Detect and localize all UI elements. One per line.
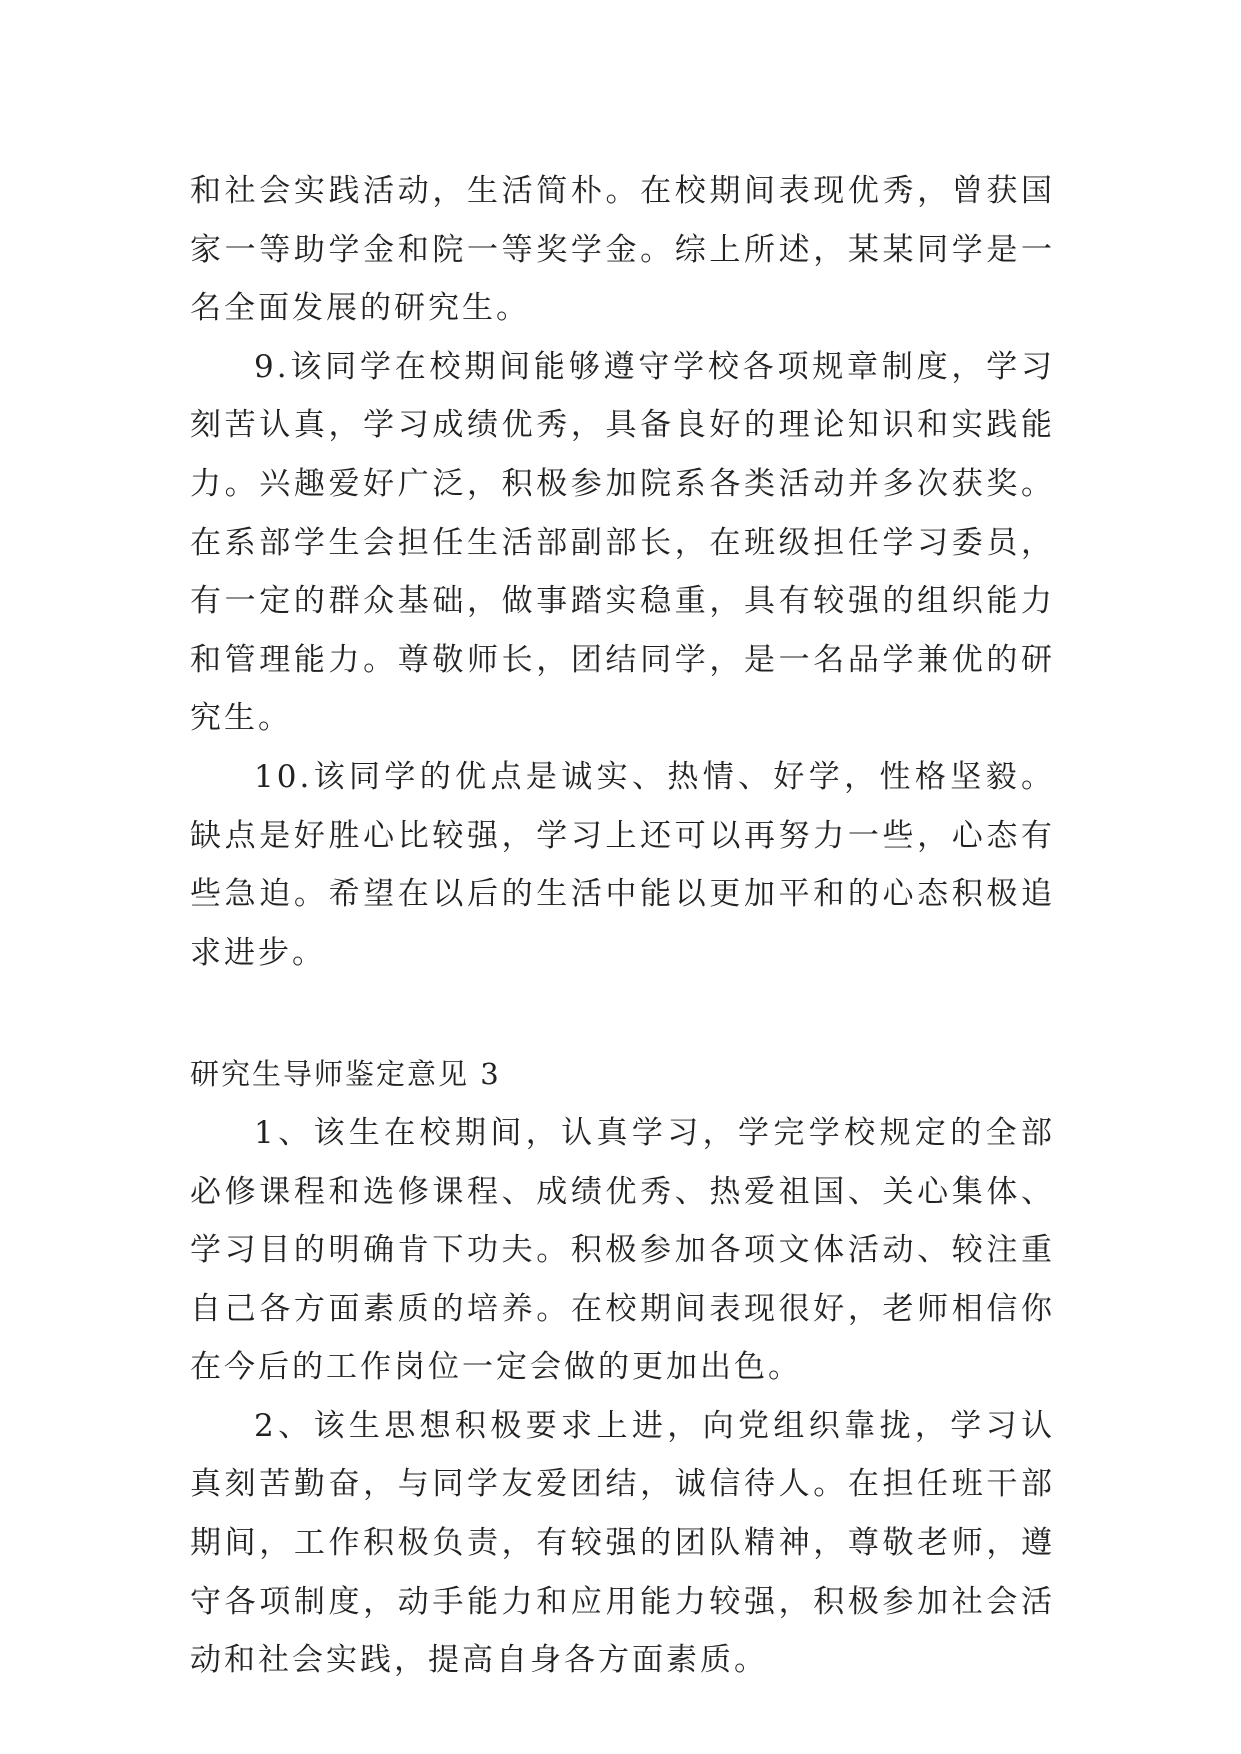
paragraph-continuation: 和社会实践活动，生活简朴。在校期间表现优秀，曾获国家一等助学金和院一等奖学金。综上所述，某某同学是一名全面发展的研究生。 bbox=[190, 173, 1055, 327]
document-body bbox=[190, 162, 1055, 1690]
paragraph-item-1: 1、该生在校期间，认真学习，学完学校规定的全部必修课程和选修课程、成绩优秀、热爱祖国、关心集体、学习目的明确肯下功夫。积极参加各项文体活动、较注重自己各方面素质的培养。在校期间表现很好，老师相信你在今后的工作岗位一定会做的更加出色。 bbox=[190, 1114, 1055, 1386]
paragraph-item-10: 10.该同学的优点是诚实、热情、好学，性格坚毅。缺点是好胜心比较强，学习上还可以再努力一些，心态有些急迫。希望在以后的生活中能以更加平和的心态积极追求进步。 bbox=[190, 758, 1055, 971]
section-heading: 研究生导师鉴定意见 3 bbox=[190, 1057, 501, 1092]
paragraph-item-2: 2、该生思想积极要求上进，向党组织靠拢，学习认真刻苦勤奋，与同学友爱团结，诚信待人。在担任班干部期间，工作积极负责，有较强的团队精神，尊敬老师，遵守各项制度，动手能力和应用能力较强，积极参加社会活动和社会实践，提高自身各方面素质。 bbox=[190, 1407, 1055, 1679]
section-spacer bbox=[190, 982, 1055, 1045]
paragraph-item-9: 9.该同学在校期间能够遵守学校各项规章制度，学习刻苦认真，学习成绩优秀，具备良好的理论知识和实践能力。兴趣爱好广泛，积极参加院系各类活动并多次获奖。在系部学生会担任生活部副部长，在班级担任学习委员，有一定的群众基础，做事踏实稳重，具有较强的组织能力和管理能力。尊敬师长，团结同学，是一名品学兼优的研究生。 bbox=[190, 348, 1055, 737]
